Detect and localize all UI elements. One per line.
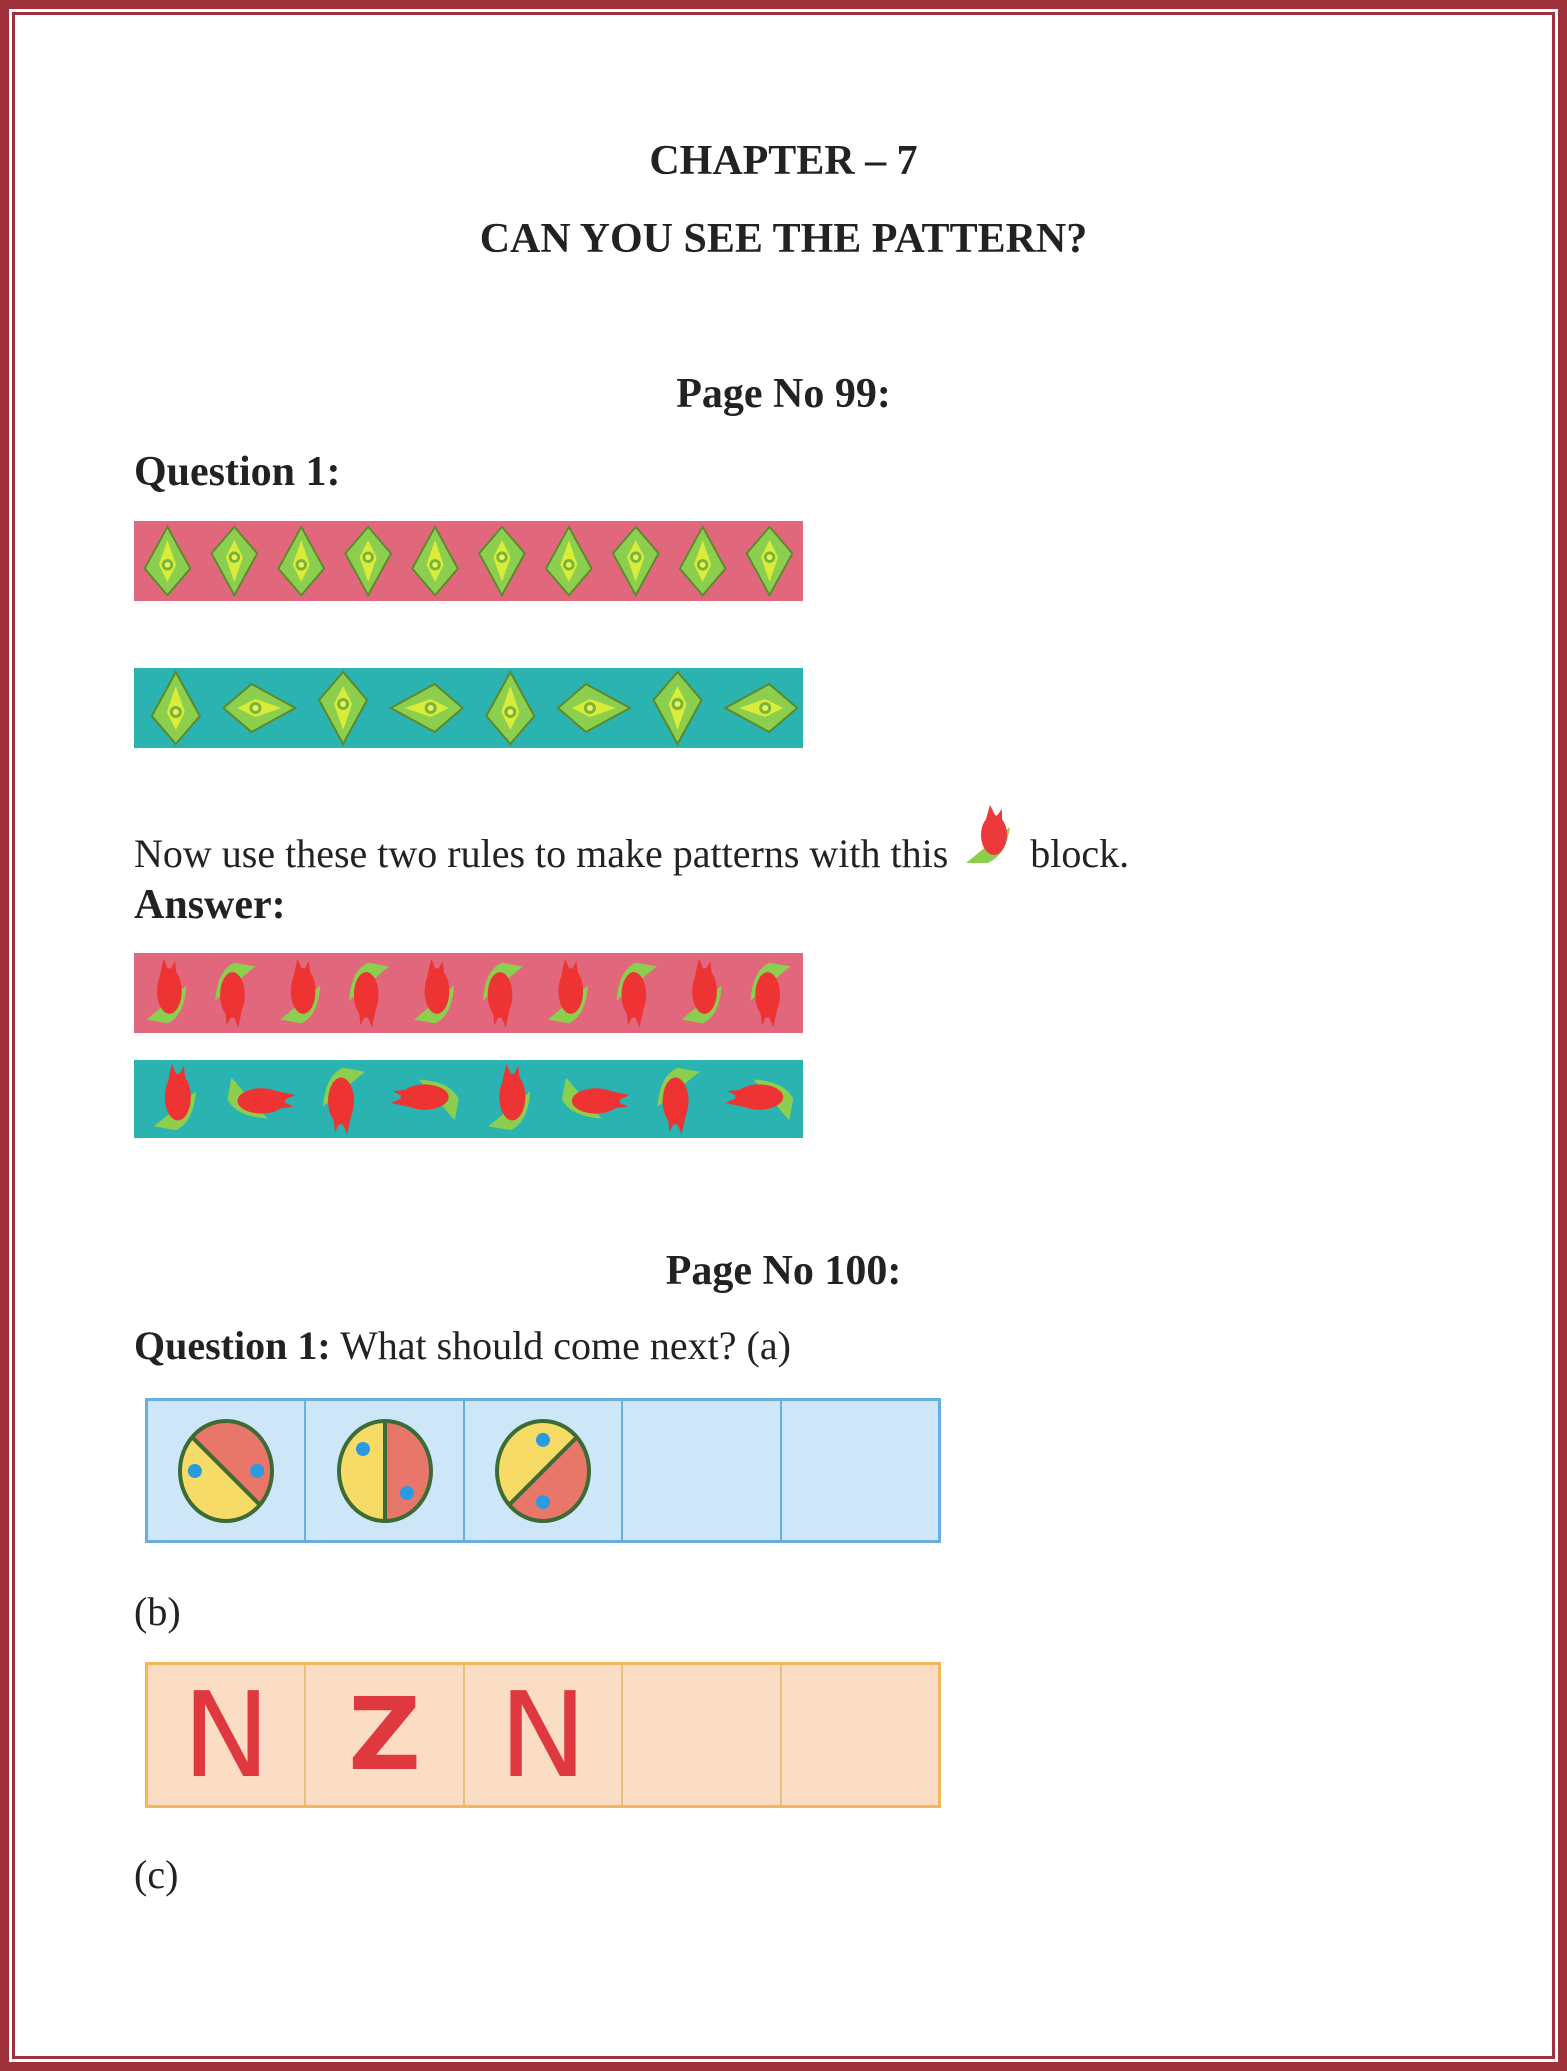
pattern-a-cell-3 [465,1401,623,1540]
split-circle-icon [330,1411,440,1531]
question-1-label: Question 1: [134,449,341,495]
pattern-b-boxes [145,1662,941,1808]
question-1-label-2: Question 1: [134,1323,331,1368]
letter-n: N [498,1666,588,1804]
split-circle-icon [171,1411,281,1531]
pattern-a-cell-1 [148,1401,306,1540]
split-circle-icon [488,1411,598,1531]
instruction-text [134,805,1129,875]
chapter-title: CAN YOU SEE THE PATTERN? [479,216,1088,262]
instruction-before: Now use these two rules to make patterns with this [134,831,949,876]
answer-strip-teal [134,1060,803,1138]
instruction-after: block. [1030,831,1130,876]
pattern-a-cell-2 [306,1401,464,1540]
answer-label: Answer: [134,882,286,928]
part-b-label: (b) [134,1589,181,1634]
tulip-block-icon [958,805,1020,875]
page-heading-99: Page No 99: [676,371,891,417]
pattern-b-cell-1 [148,1665,306,1805]
pattern-b-blank-5 [782,1665,938,1805]
part-c-label: (c) [134,1852,179,1897]
question-text: What should come next? (a) [330,1323,791,1368]
pattern-b-cell-3 [465,1665,623,1805]
letter-z: Z [348,1676,421,1793]
pattern-a-blank-5 [782,1401,938,1540]
pattern-b-cell-2 [306,1665,464,1805]
pattern-a-blank-4 [623,1401,781,1540]
answer-strip-pink [134,953,803,1033]
chapter-heading: CHAPTER – 7 [649,138,918,184]
question-1-line [134,1323,791,1368]
rule-strip-teal [134,668,803,748]
pattern-a-boxes [145,1398,941,1543]
rule-strip-pink [134,521,803,601]
pattern-b-blank-4 [623,1665,781,1805]
page-heading-100: Page No 100: [665,1248,902,1294]
letter-n: N [182,1666,271,1804]
